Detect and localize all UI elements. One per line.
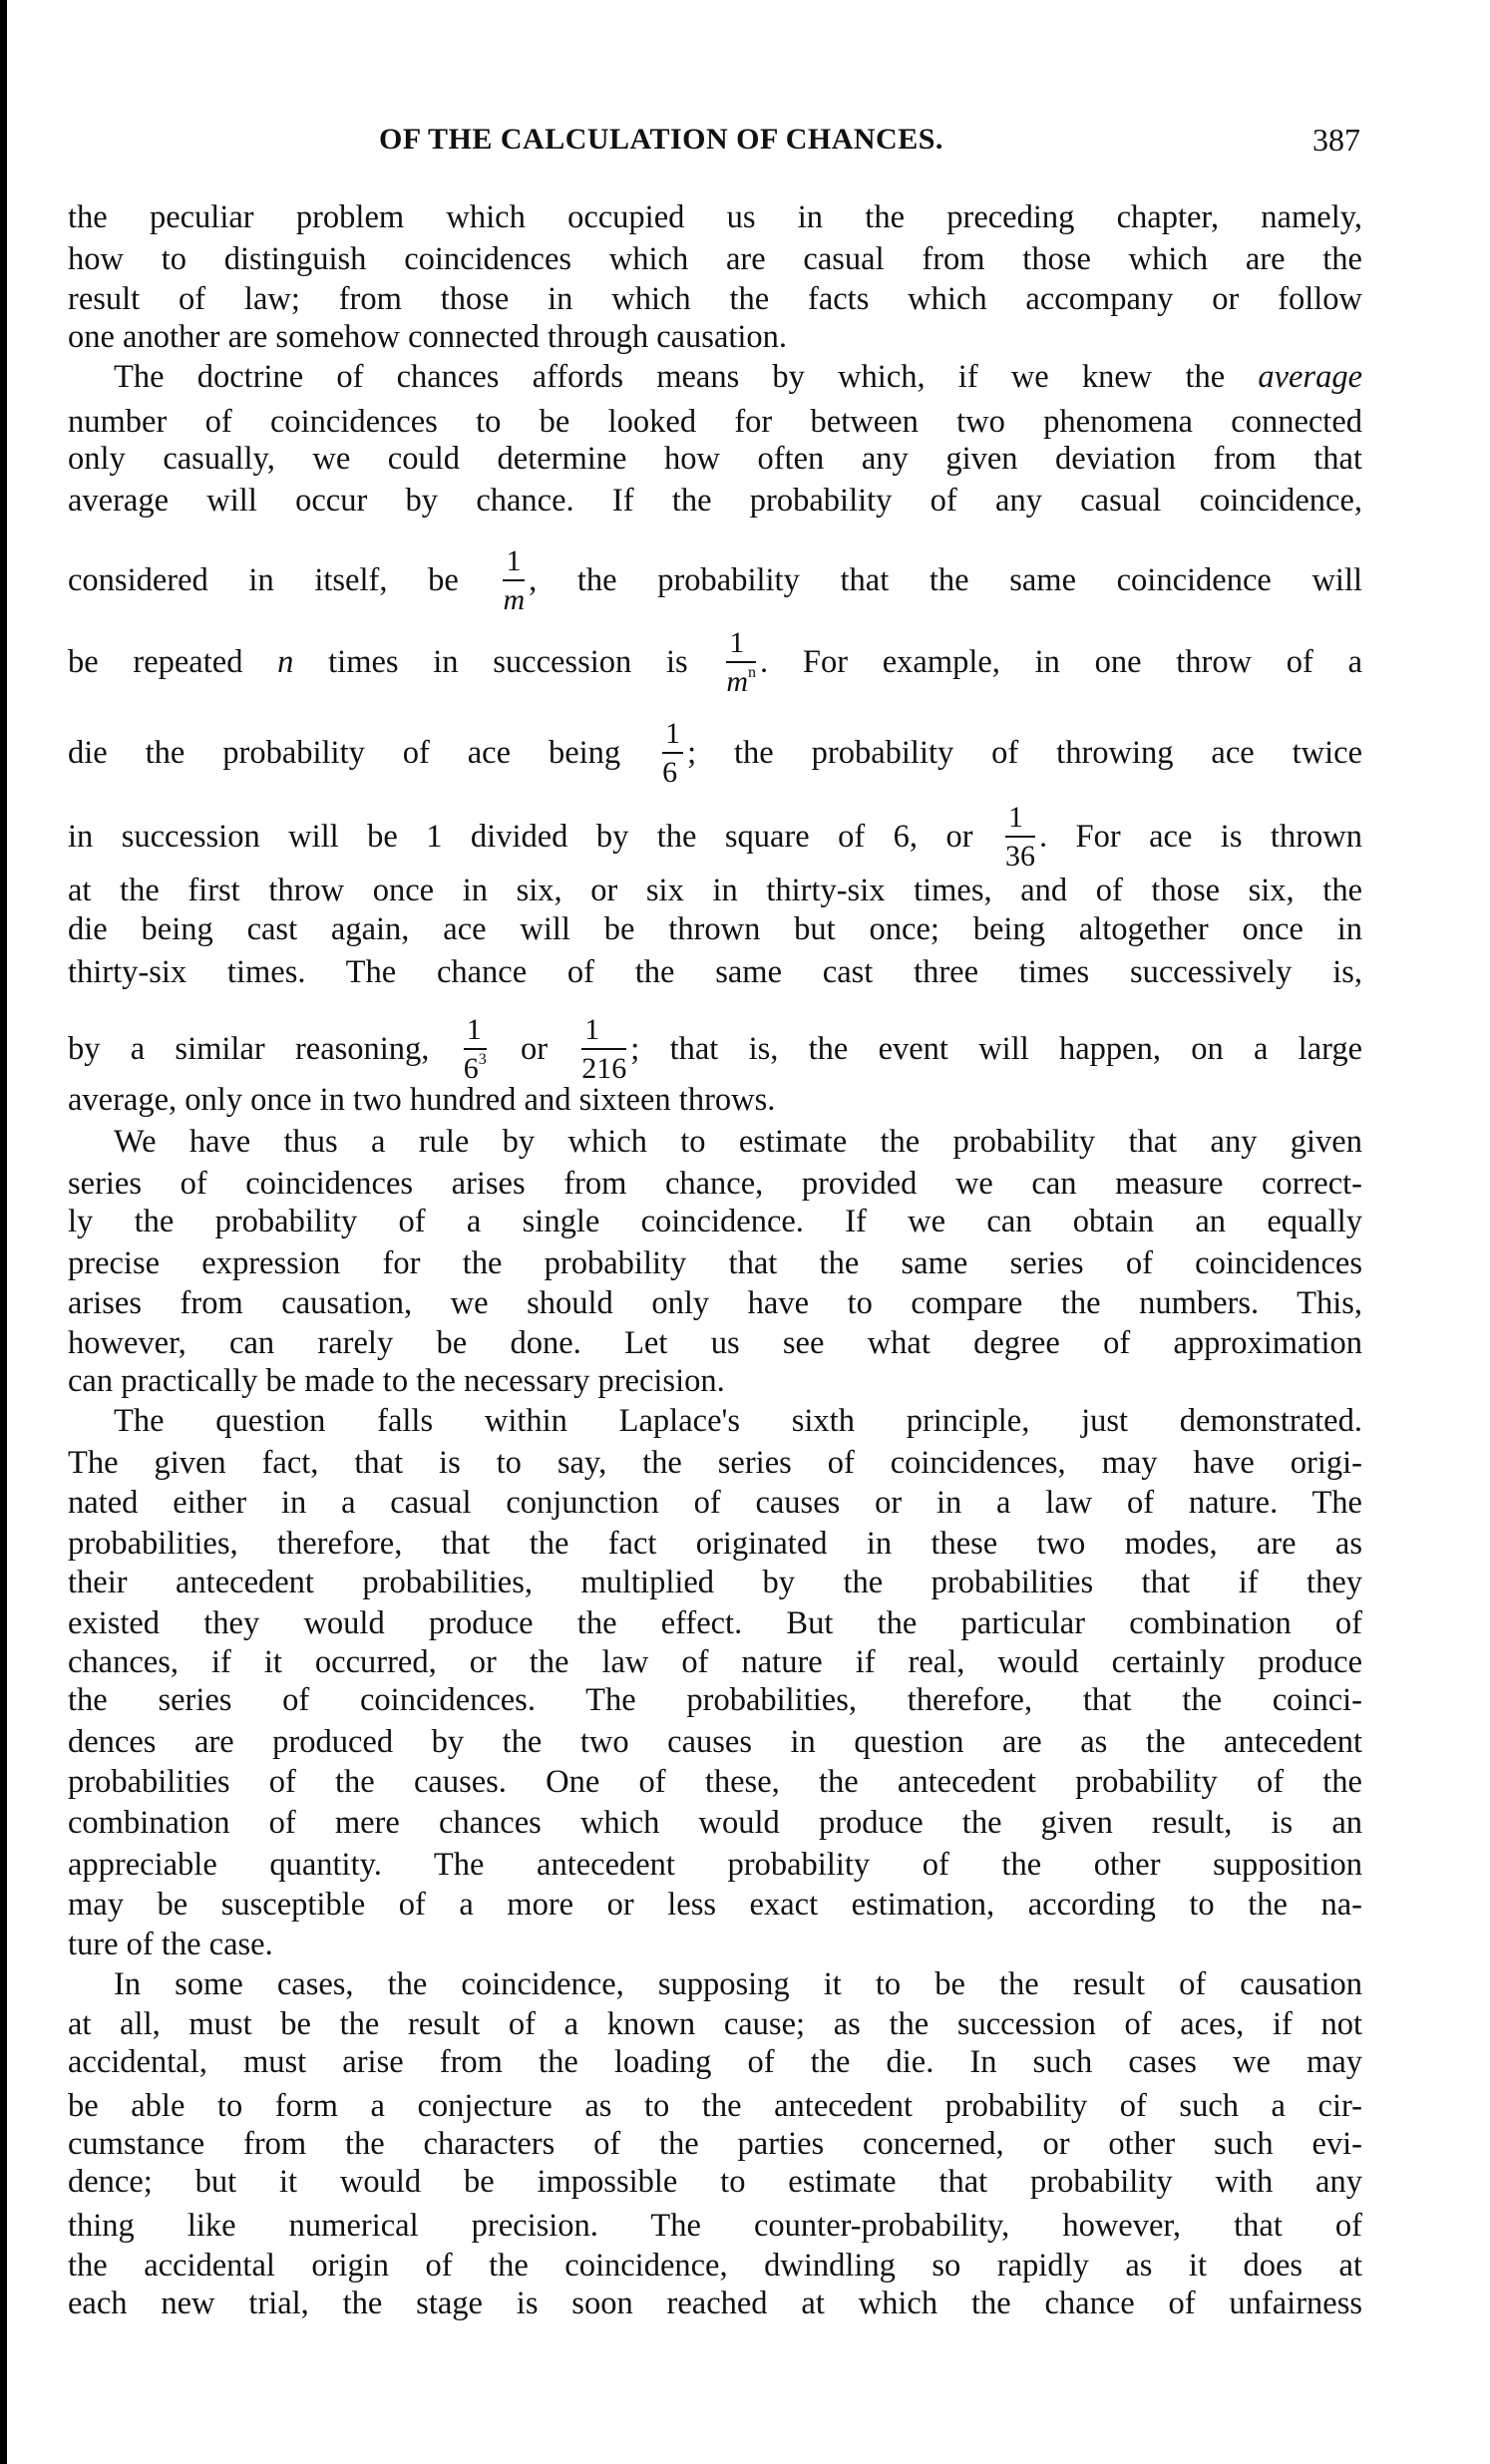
text-line: nated either in a casual conjunction of causes or in a law of nature. The (68, 1485, 1362, 1521)
paragraph-start-line: In some cases, the coincidence, supposing it to be the result of causation (114, 1966, 1362, 2002)
text-line: the series of coincidences. The probabilities, therefore, that the coinci- (68, 1682, 1362, 1718)
text-line: ture of the case. (68, 1927, 273, 1962)
fraction-1-over-216: $\frac{1}{216}$ (581, 1013, 627, 1085)
text-line: ly the probability of a single coincidence. If we can obtain an equally (68, 1204, 1362, 1239)
text-line: probabilities of the causes. One of these, the antecedent probability of the (68, 1764, 1362, 1800)
text-line: cumstance from the characters of the parties concerned, or other such evi- (68, 2126, 1362, 2162)
text-line: die being cast again, ace will be thrown but once; being altogether once in (68, 911, 1362, 947)
page-number: 387 (1312, 122, 1360, 158)
text-segment: or (520, 1030, 549, 1067)
text-segment: . For ace is thrown (1038, 818, 1362, 855)
fraction-1-over-36: $\frac{1}{36}$ (1004, 801, 1035, 873)
text-segment: be repeated (68, 643, 243, 680)
text-line: at the first throw once in six, or six in thirty-six times, and of those six, the (68, 873, 1362, 908)
text-segment: ; the probability of throwing ace twice (687, 734, 1363, 771)
text-line: each new trial, the stage is soon reached at which the chance of unfairness (68, 2286, 1362, 2321)
fraction-1-over-6: $\frac{1}{6}$ (662, 719, 683, 788)
fraction-1-over-m: $\frac{1}{m}$ (503, 544, 526, 616)
text-line: appreciable quantity. The antecedent probability of the other supposition (68, 1847, 1362, 1883)
text-segment: considered in itself, be (68, 561, 459, 598)
fraction-1-over-6-cubed: $\frac{1}{6^3}$ (463, 1013, 487, 1085)
text-segment: times in succession is (328, 643, 688, 680)
text-line: thirty-six times. The chance of the same cast three times successively is, (68, 954, 1362, 990)
text-line: The given fact, that is to say, the series of coincidences, may have origi- (68, 1445, 1362, 1481)
text-line-with-fraction (68, 626, 1363, 698)
italic-word: average (1258, 359, 1363, 395)
text-line: result of law; from those in which the facts which accompany or follow (68, 281, 1362, 317)
text-line: accidental, must arise from the loading of the die. In such cases we may (68, 2044, 1362, 2080)
text-line: arises from causation, we should only have to compare the numbers. This, (68, 1285, 1362, 1321)
text-line: be able to form a conjecture as to the antecedent probability of such a cir- (68, 2088, 1362, 2124)
text-line: series of coincidences arises from chance, provided we can measure correct- (68, 1166, 1362, 1202)
text-line: average, only once in two hundred and sixteen throws. (68, 1082, 776, 1118)
running-title: OF THE CALCULATION OF CHANCES. (379, 123, 943, 156)
text-line: precise expression for the probability that the same series of coincidences (68, 1245, 1362, 1281)
text-segment: . For example, in one throw of a (760, 643, 1363, 680)
text-line-with-fraction (68, 717, 1363, 789)
paragraph-start-line: We have thus a rule by which to estimate the probability that any given (114, 1124, 1362, 1160)
text-segment: by a similar reasoning, (68, 1030, 430, 1067)
text-line: one another are somehow connected through causation. (68, 319, 788, 355)
text-segment: The doctrine of chances affords means by which, if we knew the (114, 359, 1226, 395)
text-line: thing like numerical precision. The counter-probability, however, that of (68, 2208, 1362, 2244)
text-line: the accidental origin of the coincidence, dwindling so rapidly as it does at (68, 2248, 1362, 2284)
paragraph-start-line (114, 357, 1362, 397)
text-line: combination of mere chances which would produce the given result, is an (68, 1805, 1362, 1841)
text-line: how to distinguish coincidences which are casual from those which are the (68, 241, 1362, 277)
text-segment: , the probability that the same coincidence will (529, 561, 1363, 598)
text-line: however, can rarely be done. Let us see what degree of approximation (68, 1325, 1362, 1361)
text-line: number of coincidences to be looked for between two phenomena connected (68, 404, 1362, 440)
text-line-with-fraction (68, 544, 1363, 616)
text-line: their antecedent probabilities, multiplied by the probabilities that if they (68, 1565, 1362, 1600)
text-line: dences are produced by the two causes in question are as the antecedent (68, 1724, 1362, 1760)
text-line: only casually, we could determine how often any given deviation from that (68, 441, 1362, 477)
text-segment: die the probability of ace being (68, 734, 621, 771)
text-line: at all, must be the result of a known cause; as the succession of aces, if not (68, 2006, 1362, 2042)
text-line-with-fraction (68, 801, 1362, 873)
text-line: the peculiar problem which occupied us in the preceding chapter, namely, (68, 199, 1362, 235)
text-segment: ; that is, the event will happen, on a large (630, 1030, 1363, 1067)
text-line: existed they would produce the effect. But the particular combination of (68, 1605, 1362, 1641)
text-line: can practically be made to the necessary precision. (68, 1363, 725, 1399)
text-line: dence; but it would be impossible to estimate that probability with any (68, 2164, 1362, 2200)
fraction-1-over-m-pow-n: $\frac{1}{m^n}$ (726, 626, 757, 698)
text-segment: in succession will be 1 divided by the square of 6, or (68, 818, 973, 855)
text-line: may be susceptible of a more or less exact estimation, according to the na- (68, 1887, 1362, 1923)
paragraph-start-line: The question falls within Laplace's sixth principle, just demonstrated. (114, 1403, 1362, 1439)
italic-variable: n (277, 643, 294, 680)
text-line-with-fraction (68, 1013, 1363, 1085)
text-line: average will occur by chance. If the probability of any casual coincidence, (68, 483, 1362, 519)
text-line: probabilities, therefore, that the fact originated in these two modes, are as (68, 1526, 1362, 1562)
text-line: chances, if it occurred, or the law of nature if real, would certainly produce (68, 1644, 1362, 1680)
